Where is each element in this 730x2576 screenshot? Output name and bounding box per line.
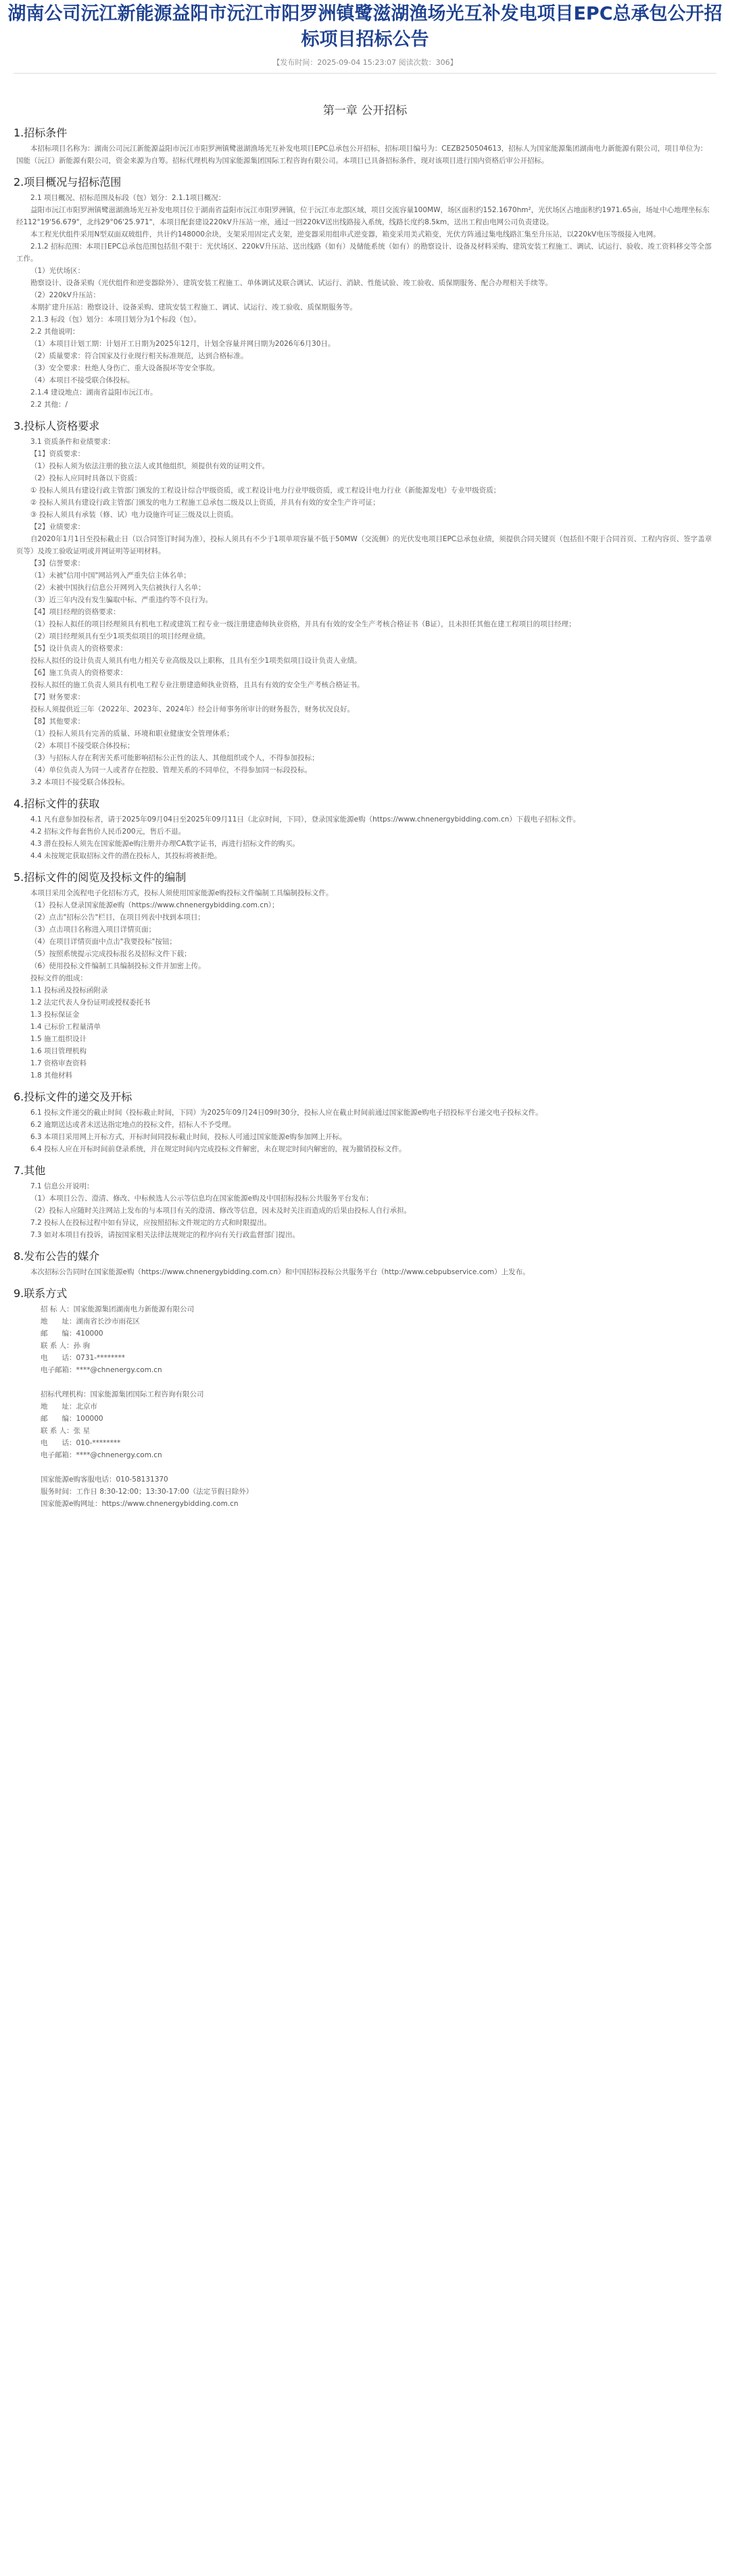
section-paragraph: 3.2 本项目不接受联合体投标。 bbox=[30, 778, 130, 786]
section-paragraph: 2.2 其他：/ bbox=[30, 401, 68, 409]
section-paragraph: 2.1 项目概况、招标范围及标段（包）划分：2.1.1项目概况： bbox=[30, 194, 226, 202]
divider bbox=[14, 73, 716, 74]
contact-line: 地 址：北京市 bbox=[41, 1403, 97, 1411]
section-paragraph: 本项目采用全流程电子化招标方式，投标人须使用国家能源e购投标文件编制工具编制投标文件。 bbox=[30, 889, 333, 897]
section-paragraph: （1）未被"信用中国"网站列入严重失信主体名单； bbox=[30, 572, 191, 580]
section-paragraph: （2）未被中国执行信息公开网列入失信被执行人名单； bbox=[30, 584, 205, 592]
section-paragraph: 本期扩建升压站：勘察设计、设备采购、建筑安装工程施工、调试、试运行、竣工验收、质保期服务等。 bbox=[30, 303, 357, 311]
chapter-title: 第一章 公开招标 bbox=[322, 104, 408, 118]
section-paragraph: 4.3 潜在投标人须先在国家能源e购注册并办理CA数字证书，再进行招标文件的购买。 bbox=[30, 840, 300, 848]
section-paragraph: （2）220kV升压站： bbox=[30, 291, 100, 299]
section-paragraph: （3）近三年内没有发生骗取中标、严重违约等不良行为。 bbox=[30, 596, 213, 604]
section-paragraph: 6.2 逾期送达或者未送达指定地点的投标文件，招标人不予受理。 bbox=[30, 1121, 236, 1129]
page-title: 湖南公司沅江新能源益阳市沅江市阳罗洲镇鹭滋湖渔场光互补发电项目EPC总承包公开招标项目招标公告 bbox=[7, 3, 723, 50]
section-paragraph: 【6】施工负责人的资格要求： bbox=[30, 669, 128, 677]
contact-line: 电子邮箱：****@chnenergy.com.cn bbox=[41, 1366, 162, 1374]
section-paragraph: 2.1.2 招标范围：本项目EPC总承包范围包括但不限于：光伏场区、220kV升压站、送出线路（如有）及储能系统（如有）的勘察设计、设备及材料采购、建筑安装工程施工、调试、试运行、验收、竣工资料移交等全部工作。 bbox=[16, 243, 712, 263]
section-title: 1.招标条件 bbox=[14, 126, 68, 139]
section-paragraph: 益阳市沅江市阳罗洲镇鹭滋湖渔场光互补发电项目位于湖南省益阳市沅江市阳罗洲镇，位于沅江市北部区域，项目交流容量100MW，场区面积约152.1670hm²，光伏场区占地面积约1971.65亩，场址中心地理坐标东经112°19'56.679"，北纬29°06'25.971"，本项目配套建设220kV升压站一座，通过一回220kV送出线路接入系统，线路长度约8.5km，送出工程由电网公司负责建设。 bbox=[16, 206, 710, 226]
contact-line: 招标代理机构：国家能源集团国际工程咨询有限公司 bbox=[41, 1390, 204, 1398]
section-paragraph: 【4】项目经理的资格要求： bbox=[30, 608, 120, 616]
section-paragraph: 【3】信誉要求： bbox=[30, 559, 85, 567]
contact-line: 联 系 人：张 星 bbox=[41, 1427, 91, 1435]
section-paragraph: 1.3 投标保证金 bbox=[30, 1011, 80, 1019]
sections-container bbox=[0, 124, 730, 1300]
contact-line: 服务时间：工作日 8:30-12:00；13:30-17:00（法定节假日除外） bbox=[41, 1488, 253, 1496]
section-paragraph: （2）投标人应随时关注网站上发布的与本项目有关的澄清、修改等信息，因未及时关注而造成的后果由投标人自行承担。 bbox=[30, 1207, 412, 1215]
section-paragraph: （2）本项目不接受联合体投标； bbox=[30, 742, 135, 750]
tenderer-contact-block bbox=[0, 1303, 730, 1376]
section-paragraph: 7.2 投标人在投标过程中如有异议，应按照招标文件规定的方式和时限提出。 bbox=[30, 1219, 272, 1227]
section-paragraph: 本工程光伏组件采用N型双面双玻组件，共计约148000余块，支架采用固定式支架，逆变器采用组串式逆变器，箱变采用美式箱变，光伏方阵通过集电线路汇集至升压站，以220kV电压等级接入电网。 bbox=[30, 230, 660, 238]
section-paragraph: 【7】财务要求： bbox=[30, 693, 85, 701]
section-paragraph: （1）投标人登录国家能源e购（https://www.chnenergybidding.com.cn）； bbox=[30, 901, 279, 909]
section-paragraph: 4.1 凡有意参加投标者，请于2025年09月04日至2025年09月11日（北京时间，下同），登录国家能源e购（https://www.chnenergybidding.com.cn）下载电子招标文件。 bbox=[30, 815, 581, 824]
section-paragraph: 投标人须提供近三年（2022年、2023年、2024年）经会计师事务所审计的财务报告，财务状况良好。 bbox=[30, 705, 355, 713]
contact-line: 邮 编：410000 bbox=[41, 1330, 103, 1338]
spacer bbox=[0, 1376, 730, 1388]
section-paragraph: （3）点击项目名称进入项目详情页面； bbox=[30, 926, 156, 934]
section-paragraph: 4.2 招标文件每套售价人民币200元，售后不退。 bbox=[30, 828, 186, 836]
section-title: 5.招标文件的阅览及投标文件的编制 bbox=[14, 871, 187, 884]
section-paragraph: （6）使用投标文件编制工具编制投标文件并加密上传。 bbox=[30, 962, 205, 970]
section-paragraph: （2）项目经理须具有至少1项类似项目的项目经理业绩。 bbox=[30, 632, 210, 640]
section-paragraph: 7.3 如对本项目有投诉，请按国家相关法律法规规定的程序向有关行政监督部门提出。 bbox=[30, 1231, 300, 1239]
section-paragraph: 自2020年1月1日至投标截止日（以合同签订时间为准），投标人须具有不少于1项单项容量不低于50MW（交流侧）的光伏发电项目EPC总承包业绩，须提供合同关键页（包括但不限于合同首页、工程内容页、签字盖章页等）及竣工验收证明或并网证明等证明材料。 bbox=[16, 535, 712, 555]
section-paragraph: 本招标项目名称为：湖南公司沅江新能源益阳市沅江市阳罗洲镇鹭滋湖渔场光互补发电项目EPC总承包公开招标，招标项目编号为：CEZB250504613，招标人为国家能源集团湖南电力新能源有限公司，项目单位为：国能（沅江）新能源有限公司，资金来源为自筹。招标代理机构为国家能源集团国际工程咨询有限公司。本项目已具备招标条件，现对该项目进行国内资格后审公开招标。 bbox=[16, 145, 708, 165]
contacts-container bbox=[0, 1303, 730, 1510]
section-paragraph: 勘察设计、设备采购（光伏组件和逆变器除外）、建筑安装工程施工、单体调试及联合调试、试运行、消缺、性能试验、竣工验收、质保期服务、配合办理相关手续等。 bbox=[30, 279, 552, 287]
publish-meta: 【发布时间：2025-09-04 15:23:07 阅读次数：306】 bbox=[272, 58, 458, 67]
contact-line: 电 话：010-******** bbox=[41, 1439, 121, 1447]
section-paragraph: 2.2 其他说明： bbox=[30, 328, 80, 336]
contact-line: 国家能源e购客服电话：010-58131370 bbox=[41, 1475, 168, 1484]
spacer bbox=[0, 1461, 730, 1473]
section-paragraph: （1）投标人须为依法注册的独立法人或其他组织，须提供有效的证明文件。 bbox=[30, 462, 270, 470]
section-title: 2.项目概况与招标范围 bbox=[14, 176, 122, 188]
section-paragraph: 1.5 施工组织设计 bbox=[30, 1035, 87, 1043]
section-paragraph: 7.1 信息公开说明： bbox=[30, 1182, 94, 1190]
section-paragraph: 6.3 本项目采用网上开标方式，开标时间同投标截止时间，投标人可通过国家能源e购参加网上开标。 bbox=[30, 1133, 347, 1141]
section-paragraph: 【1】资质要求： bbox=[30, 450, 85, 458]
section-title: 7.其他 bbox=[14, 1164, 46, 1177]
section-paragraph: （3）与招标人存在利害关系可能影响招标公正性的法人、其他组织或个人，不得参加投标； bbox=[30, 754, 319, 762]
contact-line: 招 标 人：国家能源集团湖南电力新能源有限公司 bbox=[41, 1305, 195, 1313]
section-paragraph: （4）在项目详情页面中点击"我要投标"按钮； bbox=[30, 938, 176, 946]
agent-contact-block bbox=[0, 1388, 730, 1461]
section-paragraph: 【5】设计负责人的资格要求： bbox=[30, 645, 128, 653]
contact-line: 地 址：湖南省长沙市雨花区 bbox=[41, 1317, 140, 1325]
section-paragraph: （1）本项目公告、澄清、修改、中标候选人公示等信息均在国家能源e购及中国招标投标公共服务平台发布； bbox=[30, 1194, 373, 1203]
contact-line: 电 话：0731-******** bbox=[41, 1354, 126, 1362]
section-paragraph: 1.7 资格审查资料 bbox=[30, 1059, 87, 1067]
section-paragraph: （3）安全要求：杜绝人身伤亡、重大设备损坏等安全事故。 bbox=[30, 364, 220, 372]
contact-line: 邮 编：100000 bbox=[41, 1415, 103, 1423]
section-title: 3.投标人资格要求 bbox=[14, 420, 100, 432]
section-paragraph: 1.4 已标价工程量清单 bbox=[30, 1023, 101, 1031]
section-paragraph: （4）单位负责人为同一人或者存在控股、管理关系的不同单位，不得参加同一标段投标。 bbox=[30, 766, 312, 774]
section-paragraph: （1）投标人拟任的项目经理须具有机电工程或建筑工程专业一级注册建造师执业资格，并具有有效的安全生产考核合格证书（B证），且未担任其他在建工程项目的项目经理； bbox=[30, 620, 576, 628]
platform-contact-block bbox=[0, 1473, 730, 1510]
section-paragraph: 6.1 投标文件递交的截止时间（投标截止时间，下同）为2025年09月24日09时30分，投标人应在截止时间前通过国家能源e购电子招投标平台递交电子投标文件。 bbox=[30, 1109, 543, 1117]
section-paragraph: ② 投标人须具有建设行政主管部门颁发的电力工程施工总承包二级及以上资质，并具有有效的安全生产许可证； bbox=[30, 499, 380, 507]
section-paragraph: 6.4 投标人应在开标时间前登录系统，并在规定时间内完成投标文件解密，未在规定时间内解密的，视为撤销投标文件。 bbox=[30, 1145, 406, 1153]
section-paragraph: 本次招标公告同时在国家能源e购（https://www.chnenergybidding.com.cn）和中国招标投标公共服务平台（http://www.cebpubservice.com）上发布。 bbox=[30, 1268, 530, 1276]
contact-line: 国家能源e购网址：https://www.chnenergybidding.com.cn bbox=[41, 1500, 239, 1508]
section-title: 8.发布公告的媒介 bbox=[14, 1250, 100, 1263]
section-title: 6.投标文件的递交及开标 bbox=[14, 1090, 132, 1103]
contact-line: 联 系 人：孙 驹 bbox=[41, 1342, 91, 1350]
section-paragraph: （1）光伏场区： bbox=[30, 267, 85, 275]
section-paragraph: 4.4 未按规定获取招标文件的潜在投标人，其投标将被拒绝。 bbox=[30, 852, 222, 860]
section-paragraph: ① 投标人须具有建设行政主管部门颁发的工程设计综合甲级资质，或工程设计电力行业甲级资质，或工程设计电力行业（新能源发电）专业甲级资质； bbox=[30, 486, 501, 495]
section-paragraph: （1）投标人须具有完善的质量、环境和职业健康安全管理体系； bbox=[30, 730, 234, 738]
section-paragraph: 投标文件的组成： bbox=[30, 974, 87, 982]
section-paragraph: 1.2 法定代表人身份证明或授权委托书 bbox=[30, 999, 151, 1007]
contact-line: 电子邮箱：****@chnenergy.com.cn bbox=[41, 1451, 162, 1459]
section-paragraph: 投标人拟任的施工负责人须具有机电工程专业注册建造师执业资格，且具有有效的安全生产考核合格证书。 bbox=[30, 681, 364, 689]
section-paragraph: （2）质量要求：符合国家及行业现行相关标准规范，达到合格标准。 bbox=[30, 352, 248, 360]
section-paragraph: 【2】业绩要求： bbox=[30, 523, 85, 531]
section-title: 4.招标文件的获取 bbox=[14, 797, 100, 810]
section-paragraph: （1）本项目计划工期：计划开工日期为2025年12月，计划全容量并网日期为2026年6月30日。 bbox=[30, 340, 335, 348]
section-title: 9.联系方式 bbox=[14, 1287, 68, 1300]
section-paragraph: （2）点击"招标公告"栏目，在项目列表中找到本项目； bbox=[30, 913, 205, 921]
section-paragraph: （4）本项目不接受联合体投标。 bbox=[30, 376, 135, 384]
section-paragraph: 1.6 项目管理机构 bbox=[30, 1047, 87, 1055]
section-paragraph: ③ 投标人须具有承装（修、试）电力设施许可证三级及以上资质。 bbox=[30, 511, 238, 519]
section-paragraph: 2.1.4 建设地点：湖南省益阳市沅江市。 bbox=[30, 388, 157, 397]
section-paragraph: 【8】其他要求： bbox=[30, 717, 85, 726]
section-paragraph: 投标人拟任的设计负责人须具有电力相关专业高级及以上职称，且具有至少1项类似项目设计负责人业绩。 bbox=[30, 657, 362, 665]
section-paragraph: 1.1 投标函及投标函附录 bbox=[30, 986, 108, 994]
section-paragraph: 2.1.3 标段（包）划分：本项目划分为1个标段（包）。 bbox=[30, 315, 201, 324]
section-paragraph: 3.1 资质条件和业绩要求： bbox=[30, 438, 116, 446]
section-paragraph: （5）按照系统提示完成投标报名及招标文件下载； bbox=[30, 950, 191, 958]
section-paragraph: （2）投标人应同时具备以下资质： bbox=[30, 474, 142, 482]
section-paragraph: 1.8 其他材料 bbox=[30, 1071, 73, 1080]
